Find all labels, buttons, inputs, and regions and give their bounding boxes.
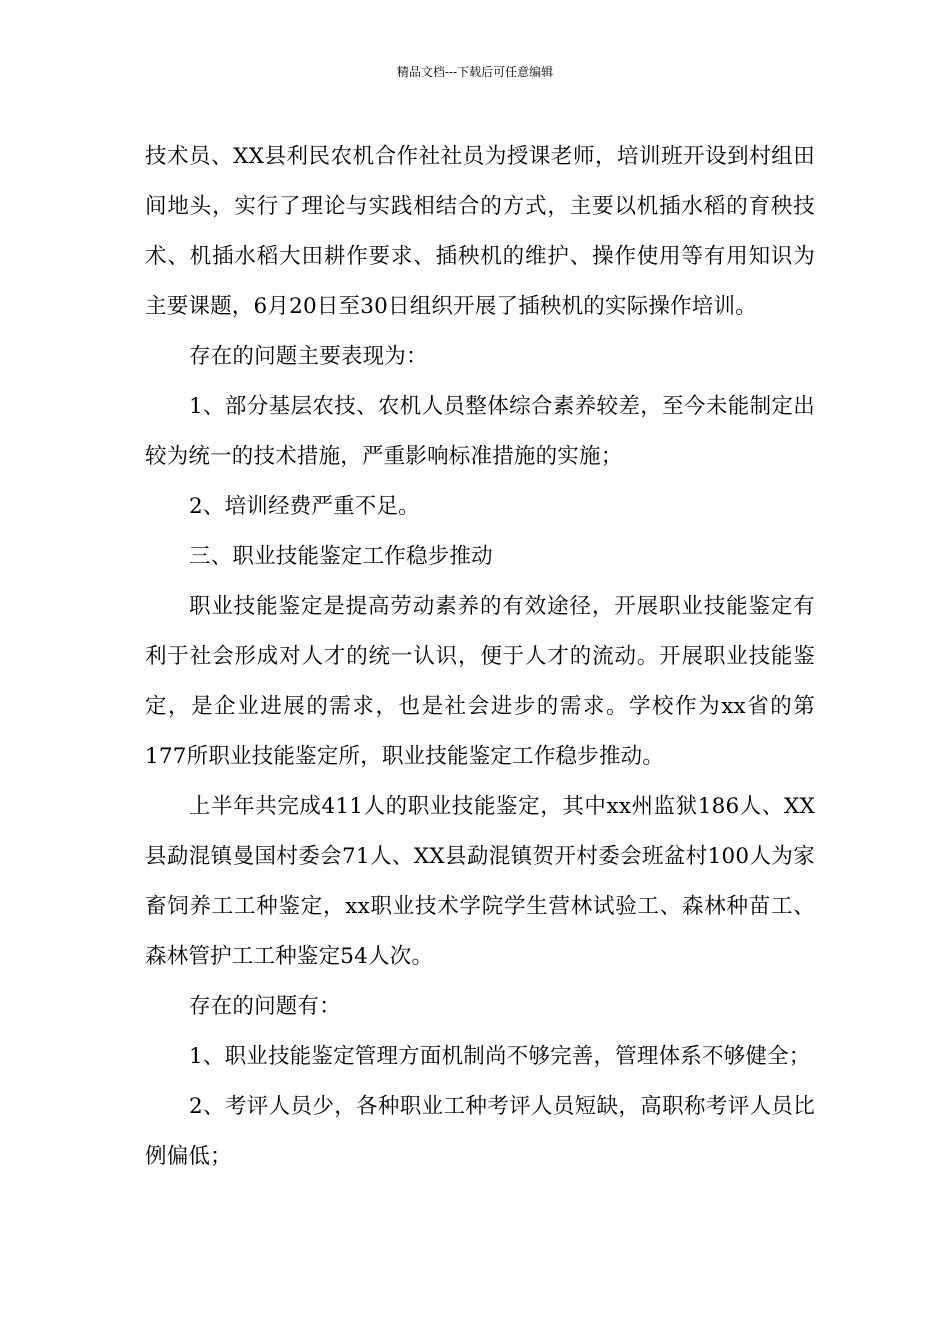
paragraph-issue-1: 1、职业技能鉴定管理方面机制尚不够完善，管理体系不够健全；: [189, 1044, 811, 1069]
paragraph-training-continued: 技术员、XX县利民农机合作社社员为授课老师，培训班开设到村组田间地头，实行了理论与实践相结合的方式，主要以机插水稻的育秧技术、机插水稻大田耕作要求、插秧机的维护、操作使用等有用知识为主要课题，6月20日至30日组织开展了插秧机的实际操作培训。: [145, 144, 815, 319]
paragraph-issues-heading: 存在的问题有：: [189, 994, 341, 1019]
paragraph-problems-heading: 存在的问题主要表现为：: [189, 344, 428, 369]
document-body: [145, 132, 815, 1182]
section-heading-3: 三、职业技能鉴定工作稳步推动: [189, 544, 493, 569]
page-header: 精品文档---下载后可任意编辑: [396, 65, 554, 79]
paragraph-skills-intro: 职业技能鉴定是提高劳动素养的有效途径，开展职业技能鉴定有利于社会形成对人才的统一认识，便于人才的流动。开展职业技能鉴定，是企业进展的需求，也是社会进步的需求。学校作为xx省的第177所职业技能鉴定所，职业技能鉴定工作稳步推动。: [145, 594, 815, 769]
paragraph-issue-2: 2、考评人员少，各种职业工种考评人员短缺，高职称考评人员比例偏低；: [145, 1094, 815, 1169]
paragraph-skills-stats: 上半年共完成411人的职业技能鉴定，其中xx州监狱186人、XX县勐混镇曼国村委会71人、XX县勐混镇贺开村委会班盆村100人为家畜饲养工工种鉴定，xx职业技术学院学生营林试验工、森林种苗工、森林管护工工种鉴定54人次。: [145, 794, 815, 969]
paragraph-problem-2: 2、培训经费严重不足。: [189, 494, 420, 519]
paragraph-problem-1: 1、部分基层农技、农机人员整体综合素养较差，至今未能制定出较为统一的技术措施，严重影响标准措施的实施；: [145, 394, 815, 469]
